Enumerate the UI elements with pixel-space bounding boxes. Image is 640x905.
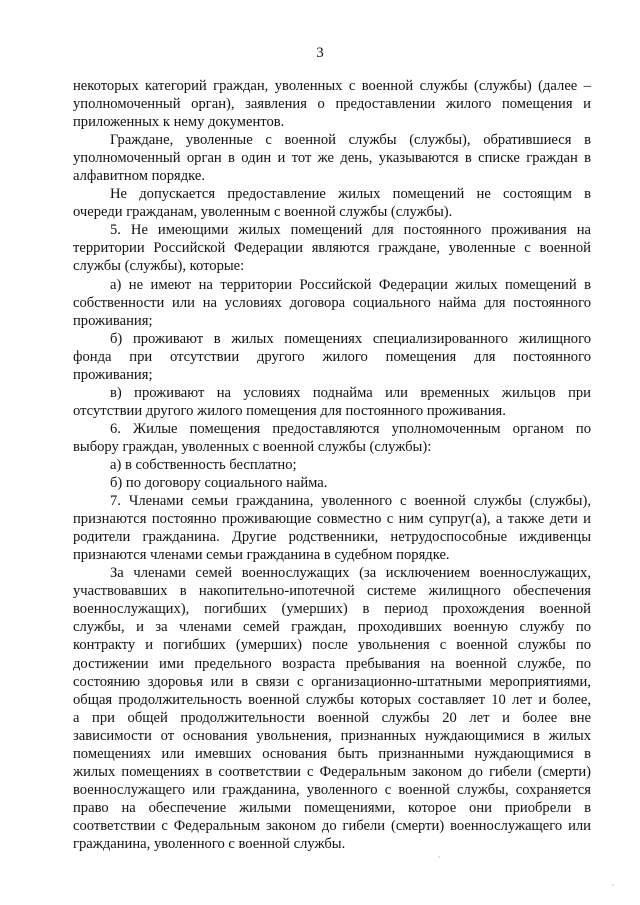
text-line: жилых помещениях в соответствии с Федеральным законом до гибели (смерти)	[73, 763, 591, 780]
text-line: 7. Членами семьи гражданина, уволенного с военной службы (службы),	[110, 493, 591, 510]
text-line: военнослужащего или гражданина, уволенного с военной службы, сохраняется	[73, 781, 591, 798]
text-line: состоянию здоровья или в связи с организационно-штатными мероприятиями,	[73, 673, 591, 690]
text-line: право на обеспечение жилыми помещениями, которое они приобрели в	[73, 799, 591, 816]
paragraph	[73, 77, 591, 131]
paragraph	[73, 384, 591, 420]
text-line: 6. Жилые помещения предоставляются уполномоченным органом по	[110, 420, 591, 437]
text-line: собственности или на условиях договора социального найма для постоянного	[73, 294, 591, 311]
document-body	[73, 77, 591, 853]
text-line: участвовавших в накопительно-ипотечной системе жилищного обеспечения	[73, 583, 591, 600]
text-line: в) проживают на условиях поднайма или временных жильцов при	[110, 384, 591, 401]
text-line: проживания;	[73, 366, 153, 383]
text-line: а при общей продолжительности военной службы 20 лет и более вне	[73, 709, 591, 726]
text-line: общая продолжительность военной службы которых составляет 10 лет и более,	[73, 691, 591, 708]
text-line: б) по договору социального найма.	[110, 475, 328, 492]
text-line: родители гражданина. Другие родственники, нетрудоспособные иждивенцы	[73, 529, 591, 546]
text-line: военнослужащих), погибших (умерших) в период прохождения военной	[73, 601, 591, 618]
text-line: уполномоченный орган), заявления о предоставлении жилого помещения и	[73, 96, 591, 113]
paragraph	[73, 420, 591, 456]
text-line: 5. Не имеющими жилых помещений для постоянного проживания на	[110, 222, 591, 239]
text-line: достижении ими предельного возраста пребывания на военной службе, по	[73, 655, 591, 672]
text-line: а) не имеют на территории Российской Федерации жилых помещений в	[110, 276, 591, 293]
text-line: помещениях или имевших основания быть признанными нуждающимися в	[73, 745, 591, 762]
paragraph	[73, 131, 591, 185]
text-line: контракту и погибших (умерших) после увольнения с военной службы по	[73, 637, 591, 654]
text-line: выбору граждан, уволенных с военной службы (службы):	[73, 438, 432, 455]
text-line: службы (службы), которые:	[73, 258, 245, 275]
paragraph	[73, 185, 591, 221]
paragraph	[73, 564, 591, 853]
text-line: очереди гражданам, уволенным с военной службы (службы).	[73, 204, 453, 221]
page-number: 3	[316, 45, 324, 61]
text-line: фонда при отсутствии другого жилого помещения для постоянного	[73, 348, 591, 365]
text-line: территории Российской Федерации являются граждане, уволенные с военной	[73, 240, 591, 257]
text-line: некоторых категорий граждан, уволенных с военной службы (службы) (далее –	[73, 78, 591, 94]
text-line: Граждане, уволенные с военной службы (службы), обратившиеся в	[110, 132, 591, 149]
text-line: уполномоченный орган в один и тот же день, указываются в списке граждан в	[73, 150, 591, 167]
text-line: признаются постоянно проживающие совместно с ним супруг(а), а также дети и	[73, 511, 591, 528]
text-line: Не допускается предоставление жилых помещений не состоящим в	[110, 186, 591, 203]
text-line: приложенных к нему документов.	[73, 114, 285, 131]
scan-speck	[438, 856, 440, 858]
paragraph	[73, 492, 591, 564]
paragraph	[73, 330, 591, 384]
text-line: алфавитном порядке.	[73, 168, 206, 185]
text-line: гражданина, уволенного с военной службы.	[73, 835, 346, 852]
text-line: соответствии с Федеральным законом до гибели (смерти) военнослужащего или	[73, 817, 591, 834]
text-line: признаются членами семьи гражданина в судебном порядке.	[73, 547, 450, 564]
text-line: За членами семей военнослужащих (за исключением военнослужащих,	[110, 565, 591, 582]
text-line: зависимости от основания увольнения, признанных нуждающимися в жилых	[73, 727, 591, 744]
text-line: службы, и за членами семей граждан, проходивших военную службу по	[73, 619, 591, 636]
text-line: проживания;	[73, 312, 153, 329]
text-line: б) проживают в жилых помещениях специализированного жилищного	[110, 330, 591, 347]
text-line: отсутствии другого жилого помещения для постоянного проживания.	[73, 402, 506, 419]
text-line: а) в собственность бесплатно;	[110, 456, 297, 473]
paragraph	[73, 456, 591, 474]
paragraph	[73, 276, 591, 330]
paragraph	[73, 221, 591, 275]
paragraph	[73, 474, 591, 492]
scan-speck	[612, 884, 614, 886]
